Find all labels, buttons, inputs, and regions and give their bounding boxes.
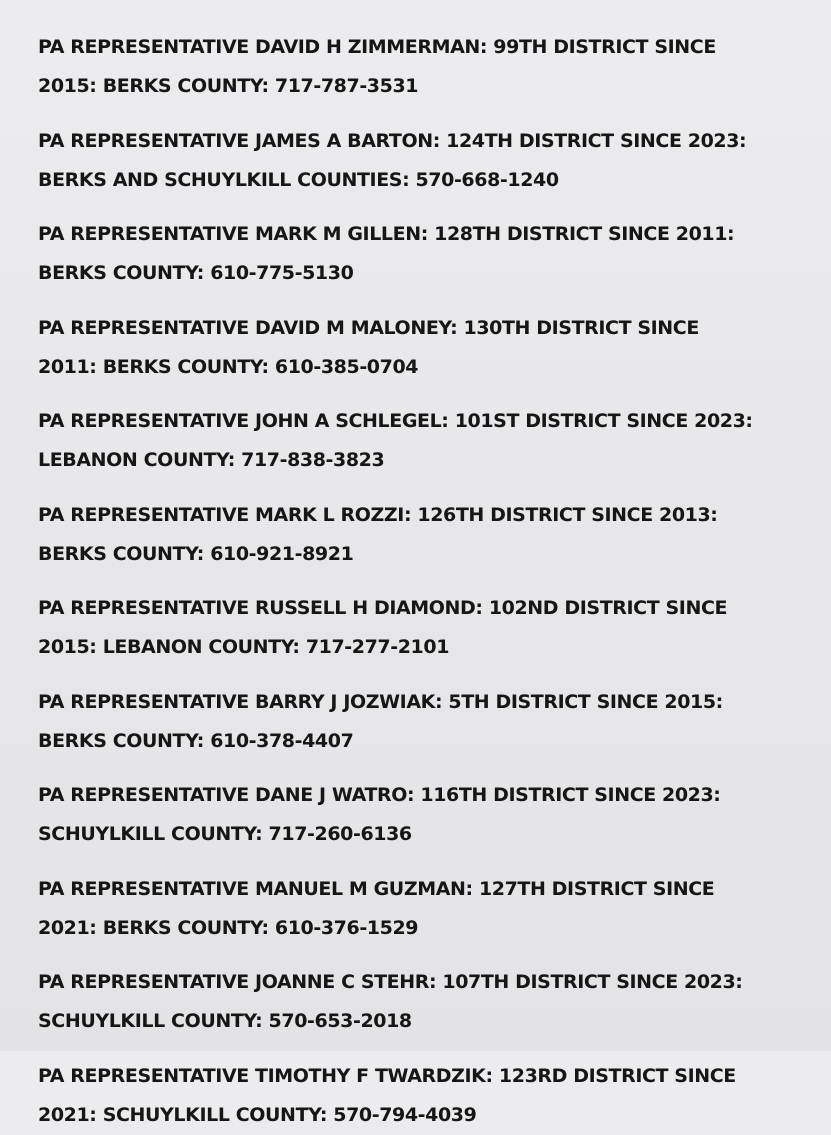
- representative-entry: [38, 963, 807, 1041]
- representative-entry: [38, 1057, 807, 1135]
- entry-county-line: LEBANON COUNTY: 717-838-3823: [38, 449, 385, 471]
- entry-county-line: BERKS COUNTY: 610-921-8921: [38, 542, 354, 565]
- representative-entry: [38, 683, 807, 761]
- representative-entry: [38, 496, 807, 574]
- entry-name-line: PA REPRESENTATIVE DAVID H ZIMMERMAN: 99TH DISTRICT SINCE: [38, 36, 716, 58]
- entry-name-line: PA REPRESENTATIVE JAMES A BARTON: 124TH DISTRICT SINCE 2023:: [38, 129, 747, 152]
- entry-name-line: PA REPRESENTATIVE JOHN A SCHLEGEL: 101ST DISTRICT SINCE 2023:: [38, 410, 753, 432]
- entry-name-line: PA REPRESENTATIVE TIMOTHY F TWARDZIK: 123RD DISTRICT SINCE: [38, 1064, 736, 1087]
- entry-name-line: PA REPRESENTATIVE RUSSELL H DIAMOND: 102ND DISTRICT SINCE: [38, 597, 728, 619]
- entry-name-line: PA REPRESENTATIVE DAVID M MALONEY: 130TH DISTRICT SINCE: [38, 316, 699, 339]
- entry-name-line: PA REPRESENTATIVE BARRY J JOZWIAK: 5TH DISTRICT SINCE 2015:: [38, 690, 723, 713]
- entry-name-line: PA REPRESENTATIVE JOANNE C STEHR: 107TH DISTRICT SINCE 2023:: [38, 971, 743, 993]
- entry-county-line: BERKS COUNTY: 610-378-4407: [38, 729, 354, 752]
- entry-name-line: PA REPRESENTATIVE DANE J WATRO: 116TH DISTRICT SINCE 2023:: [38, 784, 721, 806]
- entry-name-line: PA REPRESENTATIVE MANUEL M GUZMAN: 127TH DISTRICT SINCE: [38, 877, 715, 900]
- entry-name-line: PA REPRESENTATIVE MARK M GILLEN: 128TH DISTRICT SINCE 2011:: [38, 223, 735, 245]
- entry-county-line: SCHUYLKILL COUNTY: 570-653-2018: [38, 1010, 412, 1032]
- entry-county-line: 2021: SCHUYLKILL COUNTY: 570-794-4039: [38, 1103, 477, 1126]
- entry-county-line: SCHUYLKILL COUNTY: 717-260-6136: [38, 823, 412, 845]
- representative-entry: [38, 589, 807, 667]
- entry-name-line: PA REPRESENTATIVE MARK L ROZZI: 126TH DISTRICT SINCE 2013:: [38, 503, 718, 526]
- entry-county-line: BERKS AND SCHUYLKILL COUNTIES: 570-668-1240: [38, 168, 559, 191]
- representative-entry: [38, 309, 807, 387]
- representative-entry: [38, 870, 807, 948]
- representative-entry: [38, 122, 807, 200]
- representative-entry: [38, 215, 807, 293]
- entry-county-line: BERKS COUNTY: 610-775-5130: [38, 262, 354, 284]
- entry-county-line: 2015: BERKS COUNTY: 717-787-3531: [38, 75, 419, 97]
- representative-entry: [38, 402, 807, 480]
- representative-entry: [38, 28, 807, 106]
- entry-county-line: 2021: BERKS COUNTY: 610-376-1529: [38, 916, 419, 939]
- entry-county-line: 2015: LEBANON COUNTY: 717-277-2101: [38, 636, 450, 658]
- entry-county-line: 2011: BERKS COUNTY: 610-385-0704: [38, 355, 419, 378]
- representative-entry: [38, 776, 807, 854]
